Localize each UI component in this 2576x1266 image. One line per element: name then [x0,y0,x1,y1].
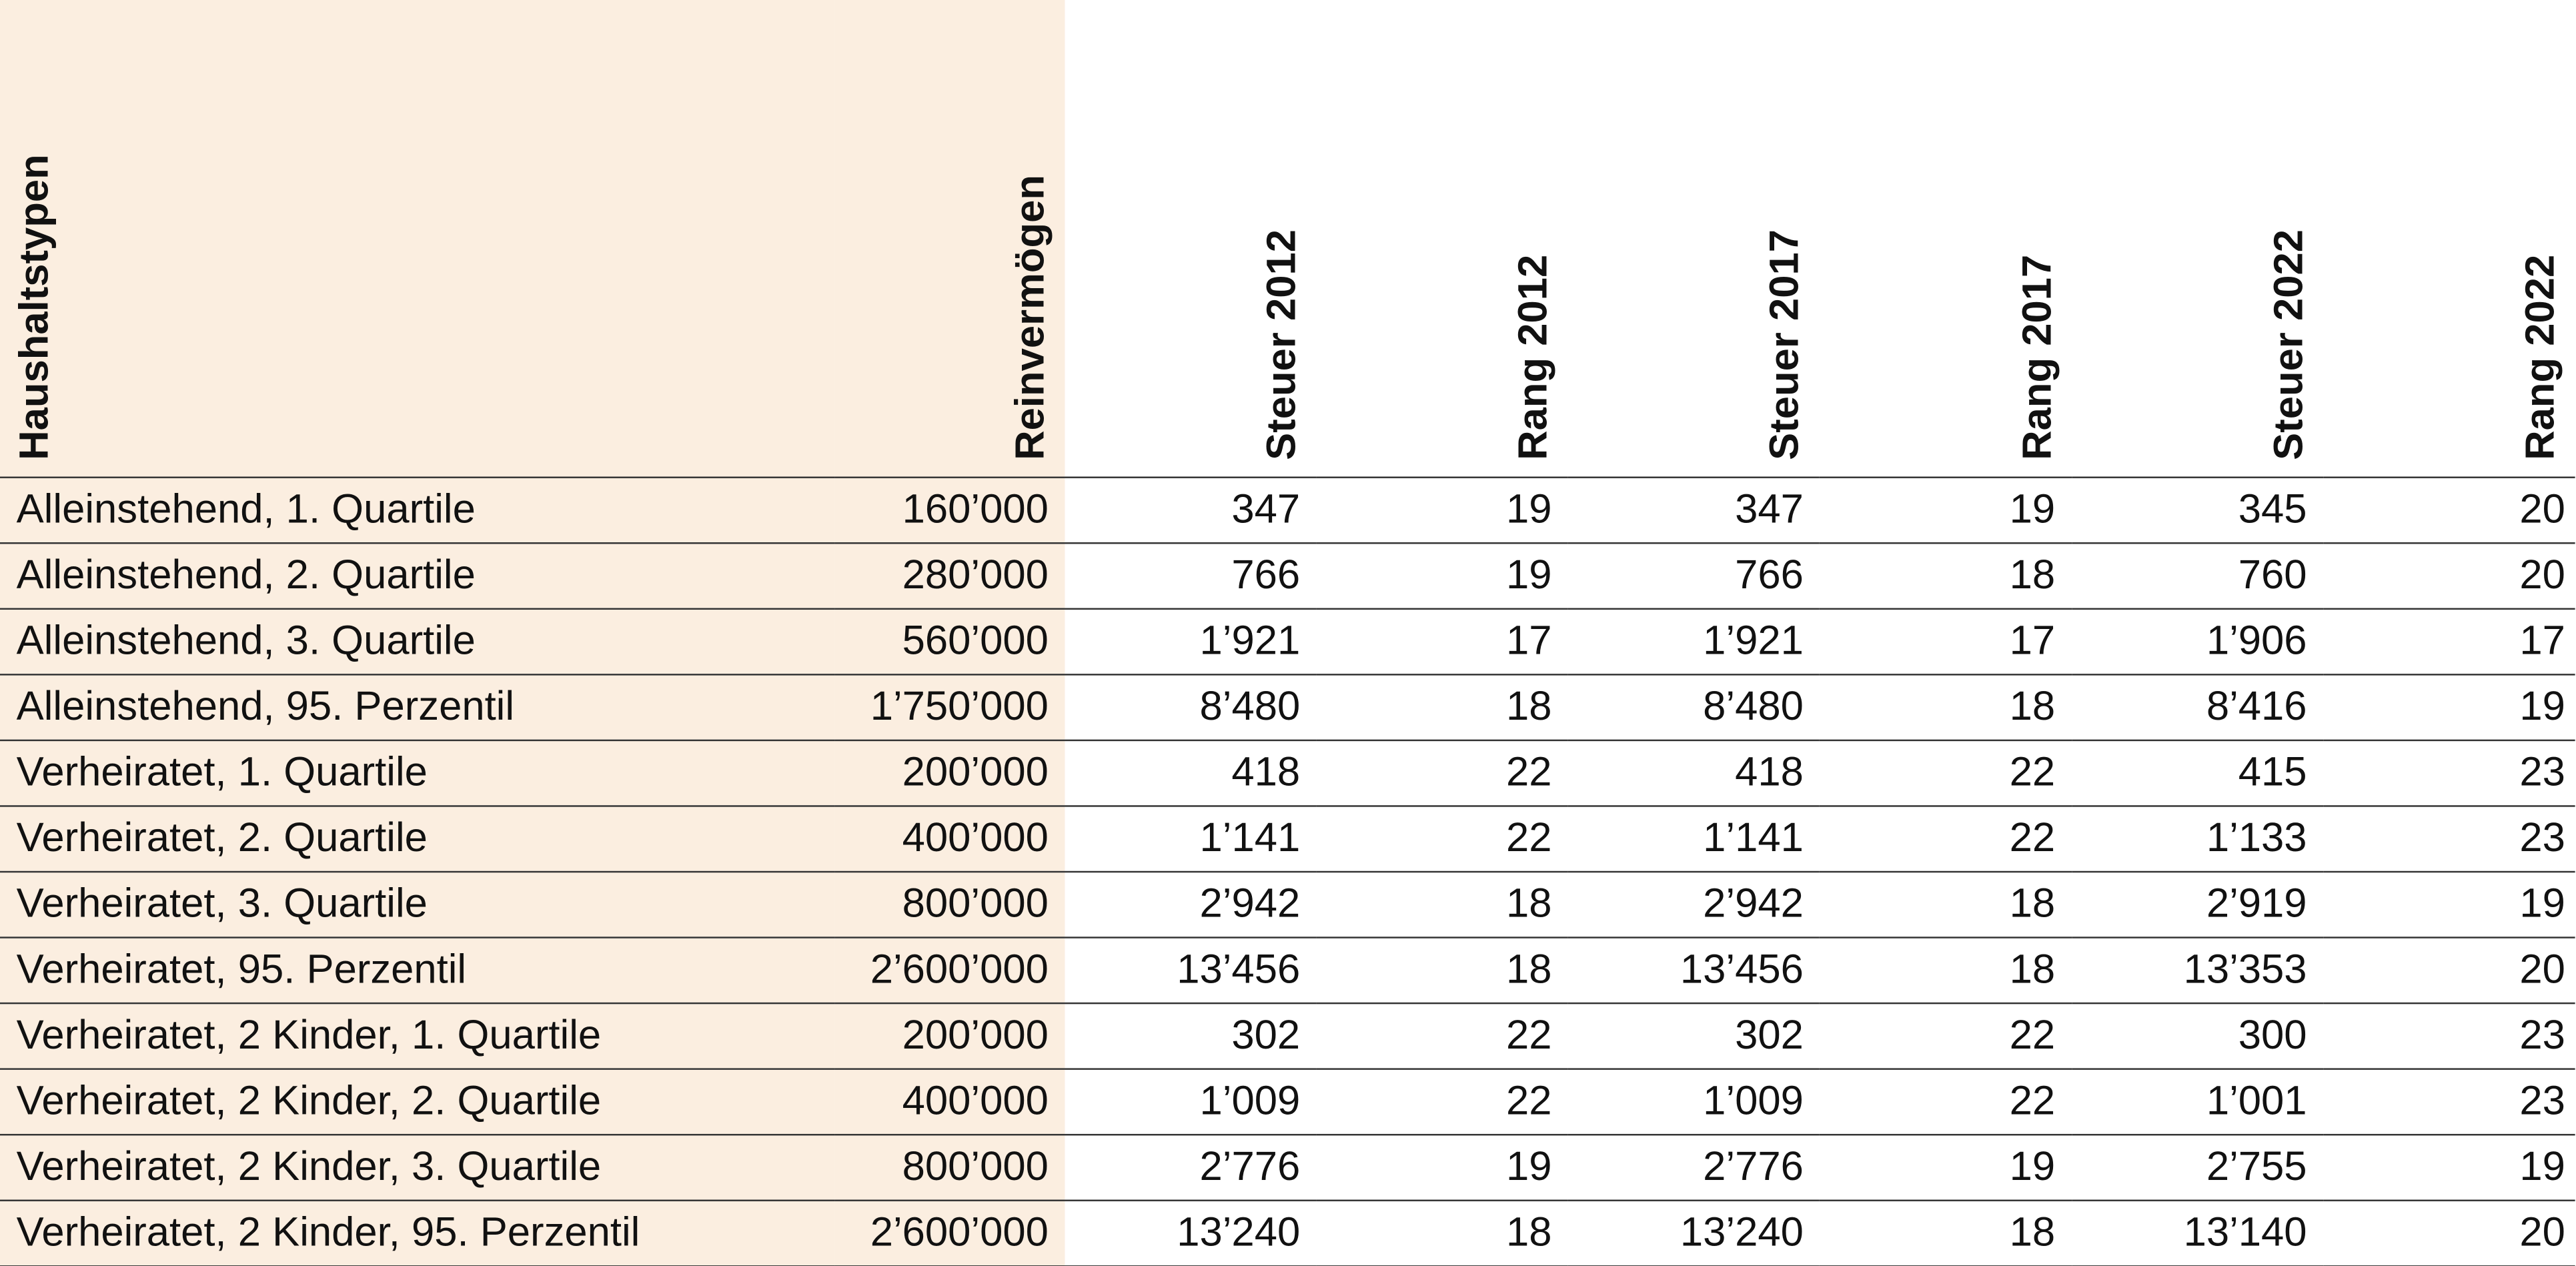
table-row [0,1068,2575,1134]
header-label: Steuer 2017 [1762,228,1809,460]
cell-tax-2017: 1’141 [1568,805,1820,871]
cell-net-assets: 200’000 [835,740,1065,806]
cell-tax-2022: 8’416 [2072,674,2323,740]
cell-tax-2017: 347 [1568,476,1820,542]
cell-net-assets: 2’600’000 [835,1200,1065,1266]
cell-tax-2017: 1’921 [1568,608,1820,674]
cell-tax-2017: 418 [1568,740,1820,806]
cell-rank-2012: 19 [1317,1134,1568,1200]
table-row [0,805,2575,871]
cell-rank-2022: 23 [2323,1068,2575,1134]
header-tax-2022 [2072,0,2323,476]
cell-household-type: Verheiratet, 2 Kinder, 95. Perzentil [0,1200,835,1266]
cell-tax-2017: 302 [1568,1003,1820,1069]
table-row [0,542,2575,608]
header-tax-2012 [1065,0,1317,476]
table-row [0,1003,2575,1069]
header-label: Rang 2017 [2014,253,2060,460]
header-rank-2017 [1820,0,2072,476]
cell-tax-2022: 415 [2072,740,2323,806]
cell-rank-2022: 19 [2323,674,2575,740]
cell-rank-2012: 18 [1317,674,1568,740]
table-row [0,476,2575,542]
cell-household-type: Alleinstehend, 95. Perzentil [0,674,835,740]
cell-rank-2017: 22 [1820,1003,2072,1069]
cell-rank-2017: 22 [1820,740,2072,806]
header-label: Rang 2012 [1510,253,1557,460]
cell-tax-2012: 13’240 [1065,1200,1317,1266]
cell-rank-2017: 18 [1820,1200,2072,1266]
table-body [0,476,2575,1265]
header-household-type [0,0,835,476]
cell-rank-2017: 18 [1820,542,2072,608]
cell-rank-2022: 20 [2323,936,2575,1003]
header-label: Reinvermögen [1007,173,1054,460]
header-tax-2017 [1568,0,1820,476]
cell-rank-2017: 19 [1820,476,2072,542]
cell-rank-2022: 20 [2323,542,2575,608]
cell-rank-2017: 22 [1820,805,2072,871]
cell-rank-2017: 18 [1820,871,2072,937]
cell-rank-2017: 18 [1820,936,2072,1003]
cell-rank-2022: 20 [2323,476,2575,542]
cell-tax-2012: 2’776 [1065,1134,1317,1200]
header-label: Steuer 2022 [2265,228,2312,460]
cell-tax-2012: 302 [1065,1003,1317,1069]
cell-tax-2017: 1’009 [1568,1068,1820,1134]
cell-tax-2022: 13’353 [2072,936,2323,1003]
cell-household-type: Verheiratet, 2 Kinder, 2. Quartile [0,1068,835,1134]
cell-rank-2017: 18 [1820,674,2072,740]
cell-rank-2012: 17 [1317,608,1568,674]
header-row [0,0,2575,476]
cell-household-type: Verheiratet, 2. Quartile [0,805,835,871]
cell-tax-2017: 2’776 [1568,1134,1820,1200]
cell-rank-2012: 19 [1317,476,1568,542]
table-row [0,608,2575,674]
cell-rank-2012: 22 [1317,1068,1568,1134]
cell-rank-2012: 18 [1317,871,1568,937]
cell-household-type: Alleinstehend, 1. Quartile [0,476,835,542]
cell-tax-2012: 418 [1065,740,1317,806]
cell-tax-2017: 8’480 [1568,674,1820,740]
cell-net-assets: 200’000 [835,1003,1065,1069]
cell-tax-2012: 1’009 [1065,1068,1317,1134]
table-row [0,1134,2575,1200]
cell-tax-2022: 2’755 [2072,1134,2323,1200]
table-row [0,871,2575,937]
cell-tax-2012: 2’942 [1065,871,1317,937]
cell-tax-2012: 1’141 [1065,805,1317,871]
cell-tax-2012: 347 [1065,476,1317,542]
cell-net-assets: 2’600’000 [835,936,1065,1003]
table-row [0,936,2575,1003]
table-row [0,674,2575,740]
cell-household-type: Verheiratet, 3. Quartile [0,871,835,937]
cell-net-assets: 160’000 [835,476,1065,542]
header-rank-2012 [1317,0,1568,476]
header-label: Haushaltstypen [11,153,58,460]
cell-tax-2022: 345 [2072,476,2323,542]
cell-household-type: Verheiratet, 2 Kinder, 3. Quartile [0,1134,835,1200]
cell-rank-2022: 20 [2323,1200,2575,1266]
cell-tax-2022: 1’906 [2072,608,2323,674]
cell-rank-2022: 19 [2323,1134,2575,1200]
cell-rank-2017: 22 [1820,1068,2072,1134]
header-label: Rang 2022 [2517,253,2564,460]
cell-rank-2022: 23 [2323,805,2575,871]
cell-tax-2022: 300 [2072,1003,2323,1069]
cell-tax-2017: 2’942 [1568,871,1820,937]
header-label: Steuer 2012 [1259,228,1305,460]
cell-net-assets: 800’000 [835,871,1065,937]
cell-tax-2022: 760 [2072,542,2323,608]
cell-rank-2012: 22 [1317,805,1568,871]
cell-rank-2022: 23 [2323,1003,2575,1069]
cell-tax-2017: 766 [1568,542,1820,608]
cell-household-type: Alleinstehend, 3. Quartile [0,608,835,674]
table-row [0,740,2575,806]
cell-tax-2012: 13’456 [1065,936,1317,1003]
cell-rank-2012: 22 [1317,1003,1568,1069]
cell-household-type: Alleinstehend, 2. Quartile [0,542,835,608]
cell-tax-2022: 2’919 [2072,871,2323,937]
cell-tax-2012: 1’921 [1065,608,1317,674]
cell-rank-2017: 19 [1820,1134,2072,1200]
header-rank-2022 [2323,0,2575,476]
cell-household-type: Verheiratet, 95. Perzentil [0,936,835,1003]
cell-net-assets: 400’000 [835,1068,1065,1134]
cell-net-assets: 280’000 [835,542,1065,608]
table-row [0,1200,2575,1266]
cell-tax-2017: 13’240 [1568,1200,1820,1266]
header-net-assets [835,0,1065,476]
cell-tax-2012: 766 [1065,542,1317,608]
cell-net-assets: 400’000 [835,805,1065,871]
cell-rank-2022: 17 [2323,608,2575,674]
cell-rank-2017: 17 [1820,608,2072,674]
cell-rank-2012: 22 [1317,740,1568,806]
cell-tax-2017: 13’456 [1568,936,1820,1003]
cell-rank-2012: 18 [1317,1200,1568,1266]
cell-tax-2022: 1’001 [2072,1068,2323,1134]
cell-tax-2012: 8’480 [1065,674,1317,740]
cell-rank-2012: 18 [1317,936,1568,1003]
cell-household-type: Verheiratet, 1. Quartile [0,740,835,806]
cell-net-assets: 1’750’000 [835,674,1065,740]
cell-rank-2022: 23 [2323,740,2575,806]
cell-net-assets: 800’000 [835,1134,1065,1200]
cell-net-assets: 560’000 [835,608,1065,674]
cell-tax-2022: 13’140 [2072,1200,2323,1266]
cell-tax-2022: 1’133 [2072,805,2323,871]
cell-rank-2022: 19 [2323,871,2575,937]
cell-rank-2012: 19 [1317,542,1568,608]
cell-household-type: Verheiratet, 2 Kinder, 1. Quartile [0,1003,835,1069]
